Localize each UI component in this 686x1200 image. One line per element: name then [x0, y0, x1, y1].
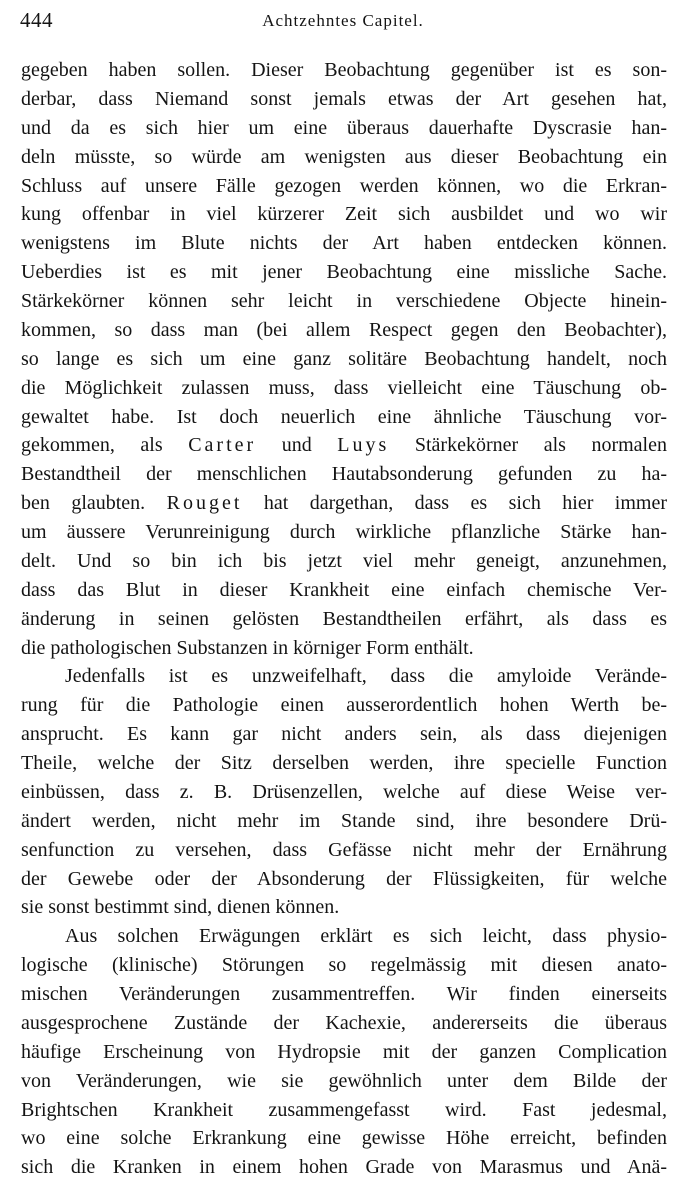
running-head: Achtzehntes Capitel.: [262, 11, 424, 30]
text-line: derbar, dass Niemand sonst jemals etwas der Art gesehen hat,: [21, 87, 667, 110]
page-header: [20, 8, 666, 38]
text-line: Schluss auf unsere Fälle gezogen werden können, wo die Erkran-: [21, 174, 667, 197]
text-line: häufige Erscheinung von Hydropsie mit der ganzen Complication: [21, 1040, 667, 1063]
text-line: wo eine solche Erkrankung eine gewisse Höhe erreicht, befinden: [21, 1127, 667, 1150]
paragraph-start-line: Aus solchen Erwägungen erklärt es sich leicht, dass physio-: [65, 925, 667, 948]
text-line: senfunction zu versehen, dass Gefässe nicht mehr der Ernährung: [21, 838, 667, 861]
text-line: einbüssen, dass z. B. Drüsenzellen, welche auf diese Weise ver-: [21, 780, 667, 803]
text-line: Brightschen Krankheit zusammengefasst wird. Fast jedesmal,: [21, 1098, 667, 1121]
text-line: logische (klinische) Störungen so regelmässig mit diesen anato-: [21, 954, 667, 977]
text-line: wenigstens im Blute nichts der Art haben entdecken können.: [21, 232, 667, 255]
text-line: kung offenbar in viel kürzerer Zeit sich ausbildet und wo wir: [21, 203, 667, 226]
text-line: ändert werden, nicht mehr im Stande sind, ihre besondere Drü-: [21, 809, 667, 832]
text-line: rung für die Pathologie einen ausserordentlich hohen Werth be-: [21, 694, 667, 717]
text-line: Ueberdies ist es mit jener Beobachtung eine missliche Sache.: [21, 261, 667, 284]
text-line: Bestandtheil der menschlichen Hautabsonderung gefunden zu ha-: [21, 463, 667, 486]
text-line: kommen, so dass man (bei allem Respect gegen den Beobachter),: [21, 318, 667, 341]
paragraph-start-line: Jedenfalls ist es unzweifelhaft, dass die amyloide Verände-: [65, 665, 667, 688]
paragraph-end-line: die pathologischen Substanzen in körniger Form enthält.: [21, 636, 474, 659]
text-line: ausgesprochene Zustände der Kachexie, andererseits die überaus: [21, 1011, 667, 1034]
spaced-name: Carter: [188, 434, 257, 457]
text-line: gegeben haben sollen. Dieser Beobachtung gegenüber ist es son-: [21, 59, 667, 81]
body-text: [21, 56, 667, 1182]
paragraph-end-line: sie sonst bestimmt sind, dienen können.: [21, 896, 340, 919]
text-line: die Möglichkeit zulassen muss, dass vielleicht eine Täuschung ob-: [21, 376, 667, 399]
text-line: und da es sich hier um eine überaus dauerhafte Dyscrasie han-: [21, 116, 667, 139]
text-line: delt. Und so bin ich bis jetzt viel mehr geneigt, anzunehmen,: [21, 549, 667, 572]
spaced-name: Luys: [337, 434, 390, 457]
text-line: gewaltet habe. Ist doch neuerlich eine ähnliche Täuschung vor-: [21, 405, 667, 428]
text-line: mischen Veränderungen zusammentreffen. Wir finden einerseits: [21, 983, 667, 1005]
text-line: deln müsste, so würde am wenigsten aus dieser Beobachtung ein: [21, 145, 667, 168]
text-line: von Veränderungen, wie sie gewöhnlich unter dem Bilde der: [21, 1069, 667, 1092]
text-line: dass das Blut in dieser Krankheit eine einfach chemische Ver-: [21, 578, 667, 601]
spaced-name: Rouget: [166, 492, 243, 515]
text-line: ansprucht. Es kann gar nicht anders sein, als dass diejenigen: [21, 723, 667, 746]
text-line: änderung in seinen gelösten Bestandtheilen erfährt, als dass es: [21, 607, 667, 630]
page-number: 444: [20, 8, 53, 32]
text-line: Theile, welche der Sitz derselben werden, ihre specielle Function: [21, 752, 667, 774]
text-line: Stärkekörner können sehr leicht in verschiedene Objecte hinein-: [21, 290, 667, 312]
text-line: gekommen, als Carter und Luys Stärkekörner als normalen: [21, 434, 667, 457]
text-line: um äussere Verunreinigung durch wirkliche pflanzliche Stärke han-: [21, 521, 667, 543]
text-line: der Gewebe oder der Absonderung der Flüssigkeiten, für welche: [21, 867, 667, 890]
text-line: so lange es sich um eine ganz solitäre Beobachtung handelt, noch: [21, 347, 667, 370]
text-line: ben glaubten. Rouget hat dargethan, dass es sich hier immer: [21, 492, 667, 515]
text-line: sich die Kranken in einem hohen Grade von Marasmus und Anä-: [21, 1156, 667, 1179]
